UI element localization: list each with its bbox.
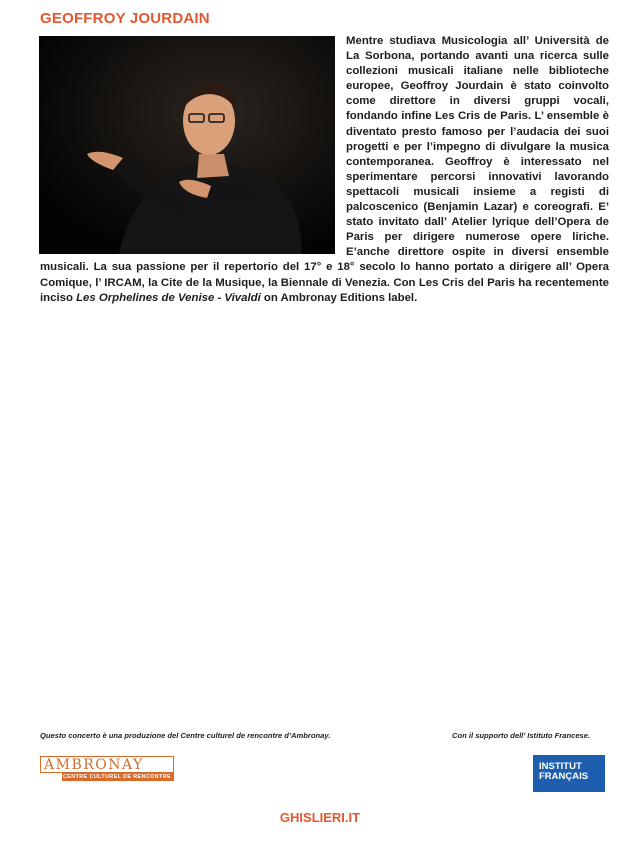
biography-text [40, 34, 609, 306]
ambronay-logo-name: AMBRONAY [40, 756, 174, 773]
photo-spacer [40, 34, 346, 260]
production-note: Questo concerto è una produzione del Centre culturel de rencontre d’Ambronay. [40, 731, 331, 740]
page-title: GEOFFROY JOURDAIN [40, 10, 210, 27]
institut-logo-line1: INSTITUT [539, 761, 582, 772]
ambronay-logo-subtitle: CENTRE CULTUREL DE RENCONTRE [62, 773, 174, 781]
recording-title: Les Orphelines de Venise - Vivaldi [76, 291, 261, 304]
institut-logo-line2: FRANÇAIS [539, 771, 589, 782]
institut-francais-logo [533, 755, 605, 792]
bio-text-part1: Mentre studiava Musicologia all’ Università de La Sorbona, portando avanti una ricerca sulle collezioni musicali italiane nelle biblioteche europee, Geoffroy Jourdain è stato coinvolto come direttore in diversi gruppi vocali, fondando infine Les Cris de Paris. L’ ensemble è diventato presto famoso per l’audacia dei suoi progetti e per l’impegno di divulgare la musica contemporanea. Geoffroy è interessato nel sperimentare percorsi innovativi lavorando spettacoli musicali insieme a registi di palcoscenico (Benjamin Lazar) e coreografi. E’ stato invitato dall’ Atelier lyrique dell’Opera de Paris per dirigere numerose opere liriche. E’anche direttore ospite in diversi ensemble musicali. La sua passione per il repertorio del 17° e 18° secolo lo hanno portato a dirigere all’ Opera Comique, l’ IRCAM, la Cite de la Musique, la Biennale di Venezia. Con Les Cris del Paris ha recentemente inciso [40, 35, 609, 304]
support-note: Con il supporto dell’ Istituto Francese. [452, 731, 591, 740]
bio-text-part2: on Ambronay Editions label. [260, 291, 418, 304]
ambronay-logo [40, 756, 174, 781]
website-link[interactable]: GHISLIERI.IT [279, 810, 361, 825]
